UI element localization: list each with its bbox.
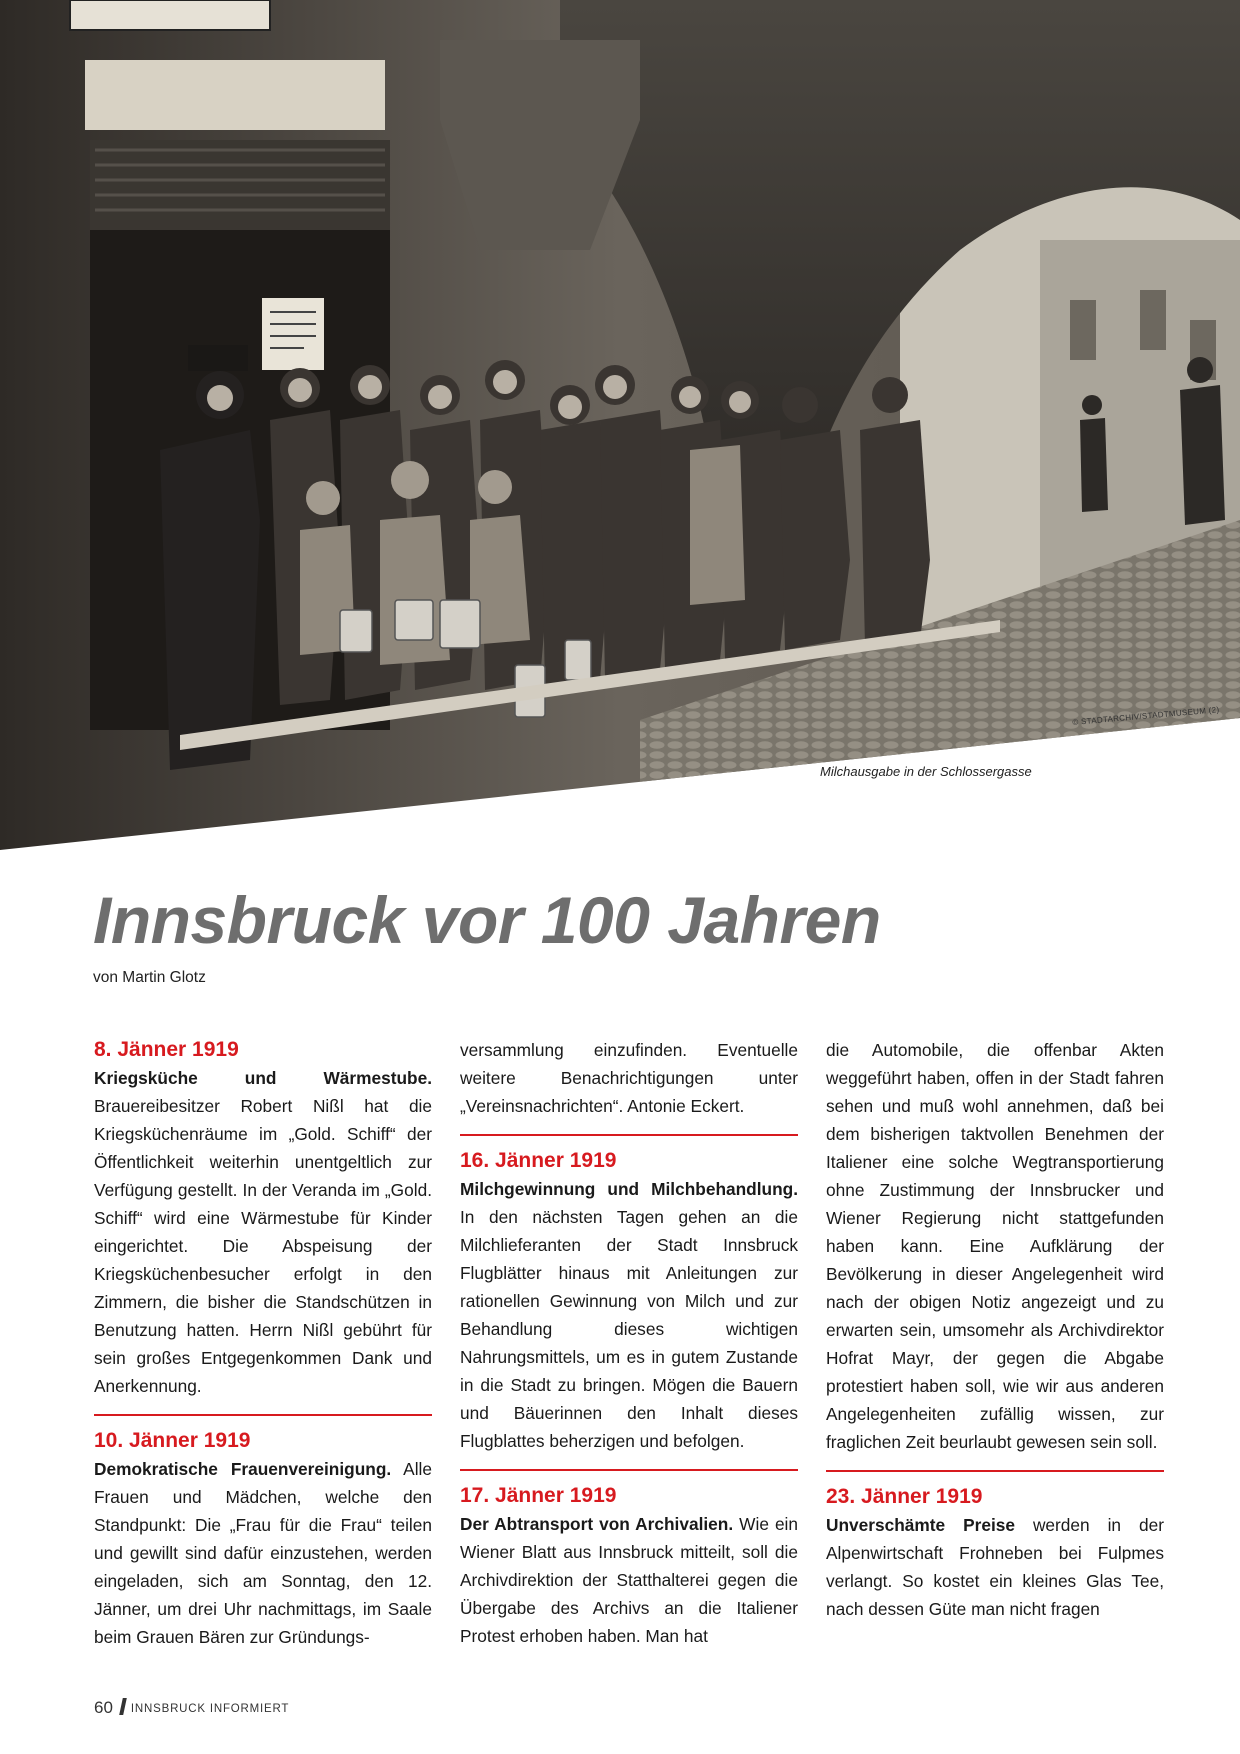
author-byline: von Martin Glotz [93, 969, 206, 986]
magazine-name: INNSBRUCK INFORMIERT [130, 1703, 290, 1715]
photo-credit: © STADTARCHIV/STADTMUSEUM (2) [1072, 705, 1220, 727]
column-2 [460, 1036, 798, 1650]
column-3 [826, 1036, 1164, 1623]
section-text: versammlung einzufinden. Eventuelle weitere Benachrichtigungen unter „Vereinsnachrichten“. Antonie Eckert. [460, 1040, 798, 1116]
section-text: werden in der Alpenwirtschaft Frohneben bei Fulpmes verlangt. So kostet ein kleines Glas Tee, nach dessen Güte man nicht fragen [826, 1515, 1164, 1619]
section-divider [94, 1414, 432, 1416]
section-date: 17. Jänner 1919 [460, 1484, 617, 1507]
section-date: 8. Jänner 1919 [94, 1038, 239, 1061]
page-title: Innsbruck vor 100 Jahren [93, 883, 881, 957]
section-text: In den nächsten Tagen gehen an die Milchlieferanten der Stadt Innsbruck Flugblätter hinaus mit Anleitungen zur rationellen Gewinnung von Milch und zur Behandlung dieses wichtigen Nahrungsmittels, um es in gutem Zustande in die Stadt zu bringen. Mögen die Bauern und Bäuerinnen den Inhalt dieses Flugblattes beherzigen und befolgen. [460, 1207, 798, 1451]
page-number: 60 [94, 1698, 113, 1717]
section-paragraph [460, 1036, 798, 1120]
column-1 [94, 1036, 432, 1651]
historic-photo [0, 0, 1240, 850]
section-divider [460, 1134, 798, 1136]
photo-caption: Milchausgabe in der Schlossergasse [820, 764, 1032, 779]
section-headline: Milchgewinnung und Milchbehandlung. [460, 1179, 798, 1199]
section-headline: Demokratische Frauenvereinigung. [94, 1459, 392, 1479]
section-paragraph [94, 1455, 432, 1651]
section-headline: Unverschämte Preise [826, 1515, 1015, 1535]
section-headline: Der Abtransport von Archivalien. [460, 1514, 734, 1534]
section-date: 10. Jänner 1919 [94, 1429, 251, 1452]
section-divider [460, 1469, 798, 1471]
section-paragraph [460, 1175, 798, 1455]
section-text: Alle Frauen und Mädchen, welche den Standpunkt: Die „Frau für die Frau“ teilen und gewillt sind dafür einzustehen, werden eingeladen, sich am Sonntag, den 12. Jänner, um drei Uhr nachmittags, im Saale beim Grauen Bären zur Gründungs- [94, 1459, 432, 1647]
section-text: Brauereibesitzer Robert Nißl hat die Kriegsküchenräume im „Gold. Schiff“ der Öffentlichkeit weiterhin unentgeltlich zur Verfügung gestellt. In der Veranda im „Gold. Schiff“ wird eine Wärmestube für Kinder eingerichtet. Die Abspeisung der Kriegsküchenbesucher erfolgt in den Zimmern, die bisher die Standschützen in Benutzung hatten. Herrn Nißl gebührt für sein großes Entgegenkommen Dank und Anerkennung. [94, 1096, 432, 1396]
section-paragraph [460, 1510, 798, 1650]
section-text: die Automobile, die offenbar Akten weggeführt haben, offen in der Stadt fahren sehen und muß wohl annehmen, daß bei dem bisherigen taktvollen Benehmen der Italiener eine solche Wegtransportierung ohne Zustimmung der Innsbrucker und Wiener Regierung nicht stattgefunden haben kann. Eine Aufklärung der Bevölkerung in dieser Angelegenheit wird nach der obigen Notiz angezeigt und zu erwarten sein, umsomehr als Archivdirektor Hofrat Mayr, der gegen die Abgabe protestiert haben soll, wie wir aus anderen Angelegenheiten zufällig wissen, zur fraglichen Zeit beurlaubt gewesen sein soll. [826, 1040, 1164, 1452]
section-text: Wie ein Wiener Blatt aus Innsbruck mitteilt, soll die Archivdirektion der Statthalterei gegen die Übergabe des Archivs an die Italiener Protest erhoben haben. Man hat [460, 1514, 799, 1646]
section-date: 16. Jänner 1919 [460, 1149, 617, 1172]
section-date: 23. Jänner 1919 [826, 1485, 983, 1508]
page-footer [94, 1698, 289, 1718]
section-headline: Kriegsküche und Wärmestube. [94, 1068, 432, 1088]
section-paragraph [826, 1036, 1164, 1456]
section-paragraph [94, 1064, 432, 1400]
section-paragraph [826, 1511, 1164, 1623]
slash-divider-icon [119, 1698, 127, 1715]
section-divider [826, 1470, 1164, 1472]
